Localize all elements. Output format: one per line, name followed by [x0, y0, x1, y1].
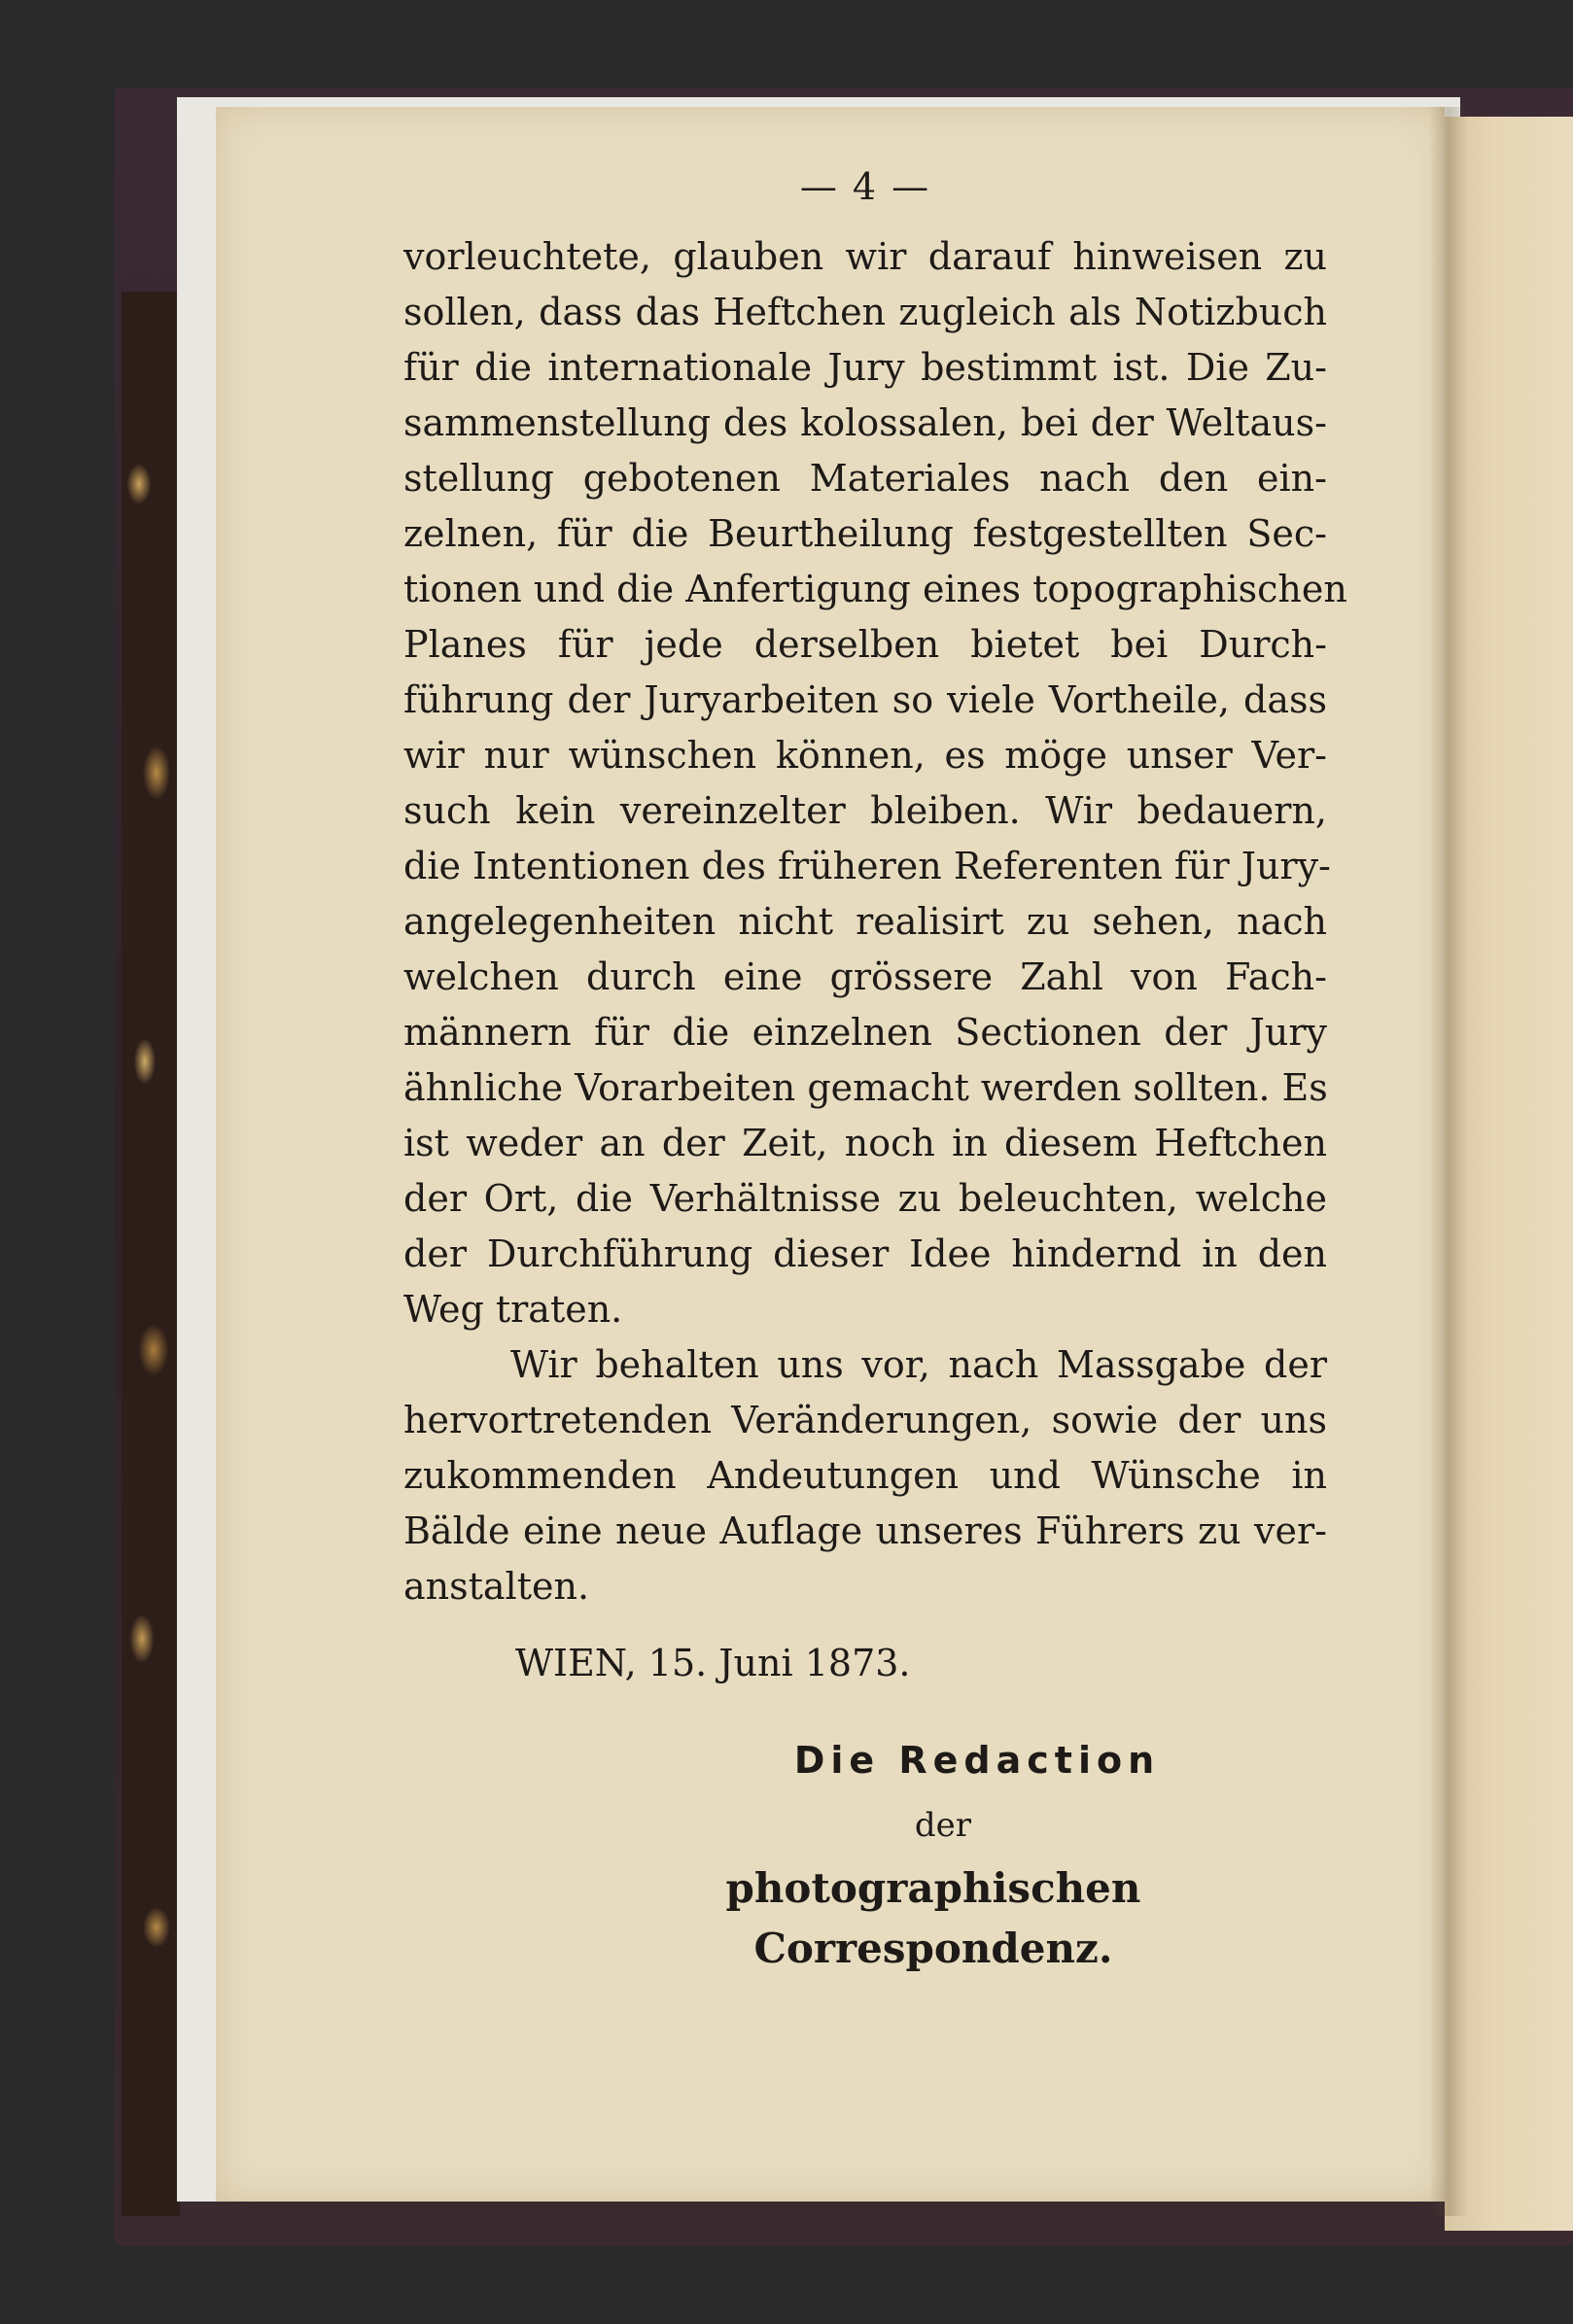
text-line: für die internationale Jury bestimmt ist. Die Zu-: [403, 346, 1327, 389]
text-line: wir nur wünschen können, es möge unser Ver-: [403, 734, 1327, 777]
signature-title: Die Redaction: [793, 1739, 1161, 1782]
page-gutter: [1429, 107, 1468, 2216]
text-line: der Durchführung dieser Idee hindernd in den: [403, 1232, 1327, 1275]
text-line: welchen durch eine grössere Zahl von Fach-: [403, 955, 1327, 998]
text-line: angelegenheiten nicht realisirt zu sehen, nach: [403, 900, 1327, 943]
text-line: stellung gebotenen Materiales nach den ein-: [403, 457, 1327, 500]
signature-block: [403, 1732, 1327, 1979]
text-line: die Intentionen des früheren Referenten für Jury-: [403, 845, 1331, 887]
text-line: männern für die einzelnen Sectionen der Jury: [403, 1011, 1327, 1054]
text-line: anstalten.: [403, 1565, 590, 1608]
text-line: ist weder an der Zeit, noch in diesem Heftchen: [403, 1122, 1327, 1164]
signature-der: der: [914, 1806, 972, 1845]
text-line: sammenstellung des kolossalen, bei der Weltaus-: [403, 401, 1327, 444]
text-line: zukommenden Andeutungen und Wünsche in: [403, 1454, 1327, 1497]
text-line: Wir behalten uns vor, nach Massgabe der: [510, 1343, 1327, 1386]
text-line: sollen, dass das Heftchen zugleich als Notizbuch: [403, 291, 1327, 333]
signature-organization: photographischen Correspondenz.: [725, 1864, 1141, 1972]
marbled-edge: [122, 292, 180, 2216]
text-line: der Ort, die Verhältnisse zu beleuchten, welche: [403, 1177, 1327, 1220]
text-line: ähnliche Vorarbeiten gemacht werden sollten. Es: [403, 1066, 1328, 1109]
text-line: Weg traten.: [403, 1288, 623, 1331]
text-line: vorleuchtete, glauben wir darauf hinweisen zu: [403, 235, 1327, 278]
text-line: tionen und die Anfertigung eines topographischen: [403, 568, 1347, 610]
date-line: WIEN, 15. Juni 1873.: [515, 1642, 911, 1684]
text-line: zelnen, für die Beurtheilung festgestellten Sec-: [403, 512, 1327, 555]
page-number: — 4 —: [799, 165, 931, 208]
text-line: führung der Juryarbeiten so viele Vortheile, dass: [403, 678, 1327, 721]
text-line: Planes für jede derselben bietet bei Durch-: [403, 623, 1327, 666]
paragraph-1: [403, 229, 1347, 1337]
text-line: Bälde eine neue Auflage unseres Führers zu ver-: [403, 1509, 1327, 1552]
page-text: [403, 165, 1347, 1979]
text-line: hervortretenden Veränderungen, sowie der uns: [403, 1399, 1327, 1441]
text-line: such kein vereinzelter bleiben. Wir bedauern,: [403, 789, 1327, 832]
paragraph-2: [403, 1337, 1327, 1614]
